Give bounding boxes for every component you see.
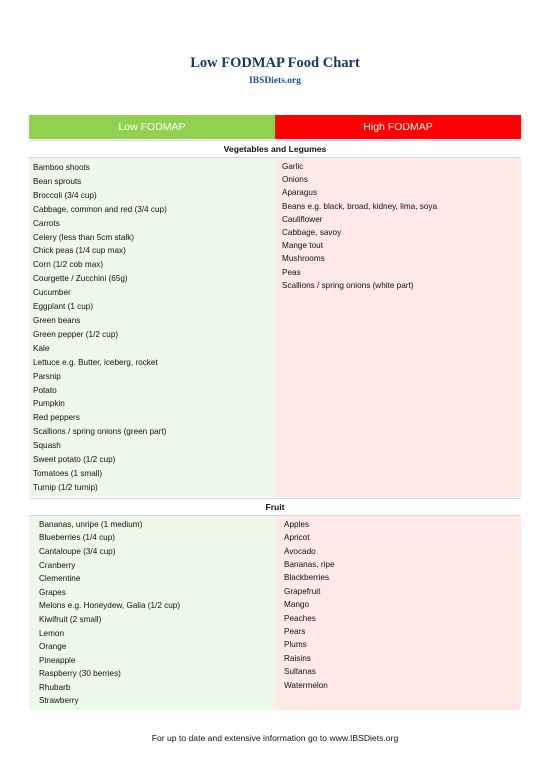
vegetables-low-column [29, 158, 275, 497]
list-item: Grapes [39, 587, 66, 597]
list-item: Pumpkin [33, 399, 65, 409]
list-item: Plums [284, 640, 307, 650]
list-item: Sultanas [284, 667, 316, 677]
list-item: Apples [284, 519, 310, 529]
list-item: Cranberry [39, 560, 76, 570]
list-item: Scallions / spring onions (green part) [33, 427, 167, 437]
list-item: Blackberries [284, 573, 330, 583]
list-item: Mango [284, 600, 310, 610]
list-item: Lemon [39, 628, 65, 638]
list-item: Cauliflower [282, 214, 323, 224]
section-fruit [29, 516, 521, 710]
fodmap-table [29, 115, 521, 710]
list-item: Blueberries (1/4 cup) [39, 533, 115, 543]
list-item: Grapefruit [284, 586, 321, 596]
list-item: Bananas, unripe (1 medium) [39, 519, 143, 529]
list-item: Mange tout [282, 241, 323, 251]
list-item: Peaches [284, 613, 316, 623]
list-item: Clementine [39, 574, 81, 584]
list-item: Raspberry (30 berries) [39, 669, 121, 679]
list-item: Cabbage, savoy [282, 228, 342, 238]
list-item: Rhubarb [39, 682, 71, 692]
page-title: Low FODMAP Food Chart [190, 55, 360, 71]
footer-note: For up to date and extensive information go to www.IBSDiets.org [151, 733, 399, 743]
list-item: Cabbage, common and red (3/4 cup) [33, 204, 167, 214]
list-item: Kale [33, 343, 50, 353]
section-heading-fruit: Fruit [29, 498, 521, 516]
list-item: Sweet potato (1/2 cup) [33, 455, 116, 465]
list-item: Green pepper (1/2 cup) [33, 329, 119, 339]
list-item: Watermelon [284, 680, 328, 690]
list-item: Bean sprouts [33, 176, 82, 186]
list-item: Cantaloupe (3/4 cup) [39, 546, 116, 556]
section-heading-vegetables: Vegetables and Legumes [29, 140, 521, 158]
section-vegetables [29, 158, 521, 497]
list-item: Orange [39, 642, 67, 652]
list-item: Avocado [284, 546, 316, 556]
list-item: Tomatoes (1 small) [33, 468, 103, 478]
list-item: Potato [33, 385, 57, 395]
list-item: Raisins [284, 653, 311, 663]
table-header-row [29, 115, 521, 139]
list-item: Apricot [284, 533, 310, 543]
list-item: Carrots [33, 218, 60, 228]
list-item: Red peppers [33, 413, 80, 423]
list-item: Broccoli (3/4 cup) [33, 190, 97, 200]
list-item: Beans e.g. black, broad, kidney, lima, soya [282, 201, 438, 211]
list-item: Chick peas (1/4 cup max) [33, 246, 126, 256]
list-item: Kiwifruit (2 small) [39, 614, 102, 624]
page-subtitle: IBSDiets.org [249, 76, 301, 86]
list-item: Scallions / spring onions (white part) [282, 280, 414, 290]
list-item: Pineapple [39, 655, 76, 665]
list-item: Mushrooms [282, 254, 325, 264]
list-item: Cucumber [33, 288, 71, 298]
list-item: Celery (less than 5cm stalk) [33, 232, 135, 242]
list-item: Courgette / Zucchini (65g) [33, 274, 128, 284]
high-fodmap-header: High FODMAP [275, 115, 521, 139]
list-item: Bananas, ripe [284, 559, 335, 569]
list-item: Corn (1/2 cob max) [33, 260, 104, 270]
list-item: Strawberry [39, 696, 79, 706]
list-item: Garlic [282, 162, 304, 171]
list-item: Bamboo shoots [33, 163, 90, 172]
list-item: Melons e.g. Honeydew, Galia (1/2 cup) [39, 601, 181, 611]
list-item: Parsnip [33, 371, 61, 381]
list-item: Eggplant (1 cup) [33, 302, 94, 312]
low-fodmap-header: Low FODMAP [29, 115, 275, 139]
list-item: Peas [282, 267, 301, 277]
list-item: Onions [282, 175, 308, 185]
list-item: Squash [33, 441, 61, 451]
fruit-high-column [275, 516, 521, 710]
list-item: Green beans [33, 315, 81, 325]
vegetables-high-column [275, 158, 521, 497]
list-item: Lettuce e.g. Butter, iceberg, rocket [33, 357, 158, 367]
list-item: Pears [284, 627, 306, 636]
list-item: Turnip (1/2 turnip) [33, 482, 98, 492]
fruit-low-column [29, 516, 275, 710]
list-item: Aparagus [282, 188, 318, 198]
